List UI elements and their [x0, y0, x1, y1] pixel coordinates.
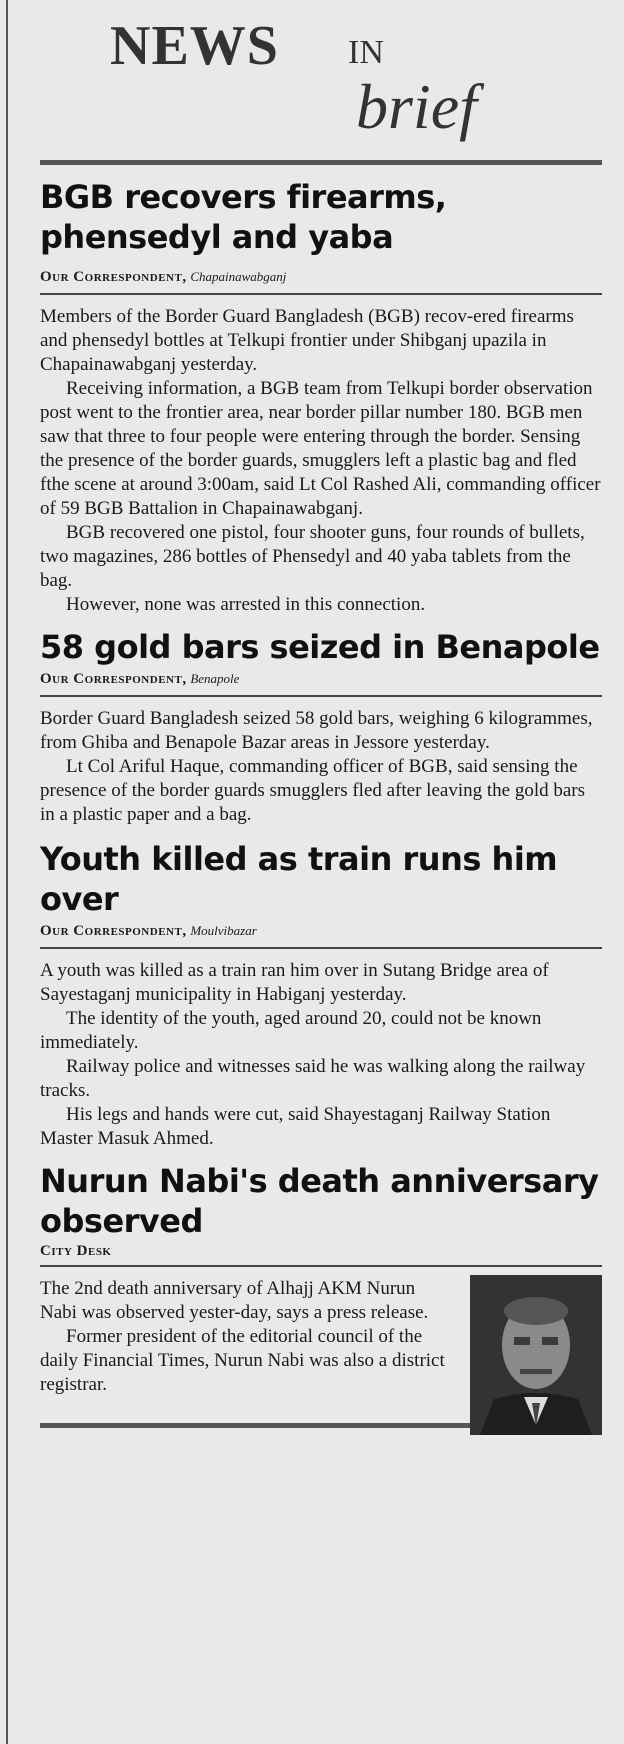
story-nurun-nabi [40, 1151, 602, 1397]
byline-place: Benapole [190, 671, 240, 686]
story-paragraph: Former president of the editorial council of the daily Financial Times, Nurun Nabi was also a district registrar. [40, 1326, 445, 1395]
story-headline: Nurun Nabi's death anniversary observed [40, 1162, 599, 1240]
masthead-brief: brief [356, 71, 477, 142]
story-byline [40, 1241, 602, 1261]
story-body [40, 305, 602, 617]
byline-author: Our Correspondent, [40, 923, 187, 939]
news-in-brief-column [40, 0, 602, 1428]
story-headline: Youth killed as train runs him over [40, 840, 558, 918]
masthead-in: IN [348, 34, 384, 71]
story-paragraph: BGB recovered one pistol, four shooter guns, four rounds of bullets, two magazines, 286 bottles of Phensedyl and 40 yaba tablets from the bag. [40, 522, 585, 591]
story-byline [40, 267, 602, 287]
story-youth-killed [40, 827, 602, 1151]
story-bgb-firearms [40, 165, 602, 617]
story-body [40, 707, 602, 827]
story-paragraph: Lt Col Ariful Haque, commanding officer of BGB, said sensing the presence of the border guards smugglers fled after leaving the gold bars in a plastic paper and a bag. [40, 756, 585, 825]
byline-author: Our Correspondent, [40, 671, 187, 687]
masthead-news: NEWS [110, 15, 279, 77]
story-paragraph: Border Guard Bangladesh seized 58 gold bars, weighing 6 kilogrammes, from Ghiba and Benapole Bazar areas in Jessore yesterday. [40, 708, 593, 753]
story-paragraph: Railway police and witnesses said he was walking along the railway tracks. [40, 1056, 586, 1101]
byline-author: Our Correspondent, [40, 269, 187, 285]
story-gold-bars [40, 617, 602, 827]
story-body [40, 959, 602, 1151]
masthead [40, 0, 602, 160]
story-paragraph: Members of the Border Guard Bangladesh (BGB) recov-ered firearms and phensedyl bottles at Telkupi frontier under Shibganj upazila in Chapainawabganj yesterday. [40, 306, 574, 375]
left-column-rule [6, 0, 8, 1744]
story-paragraph: His legs and hands were cut, said Shayestaganj Railway Station Master Masuk Ahmed. [40, 1104, 551, 1149]
byline-place: Chapainawabganj [190, 269, 287, 284]
story-paragraph: However, none was arrested in this connection. [66, 594, 426, 615]
byline-place: Moulvibazar [190, 923, 257, 938]
byline-author: City Desk [40, 1243, 112, 1259]
story-paragraph: The 2nd death anniversary of Alhajj AKM Nurun Nabi was observed yester-day, says a press release. [40, 1278, 429, 1323]
story-paragraph: Receiving information, a BGB team from Telkupi border observation post went to the frontier area, near border pillar number 180. BGB men saw that three to four people were entering through the border. Sensing the presence of the border guards, smugglers left a plastic bag and fled fthe scene at around 3:00am, said Lt Col Rashed Ali, commanding officer of 59 BGB Battalion in Chapainawabganj. [40, 378, 601, 519]
portrait-photo [470, 1275, 602, 1435]
story-byline [40, 669, 602, 689]
story-paragraph: A youth was killed as a train ran him over in Sutang Bridge area of Sayestaganj municipality in Habiganj yesterday. [40, 960, 549, 1005]
story-byline [40, 921, 602, 941]
portrait-image [470, 1275, 602, 1435]
story-headline: 58 gold bars seized in Benapole [40, 628, 600, 666]
story-paragraph: The identity of the youth, aged around 20, could not be known immediately. [40, 1008, 542, 1053]
story-headline: BGB recovers firearms, phensedyl and yaba [40, 178, 447, 256]
story-body [40, 1277, 450, 1397]
